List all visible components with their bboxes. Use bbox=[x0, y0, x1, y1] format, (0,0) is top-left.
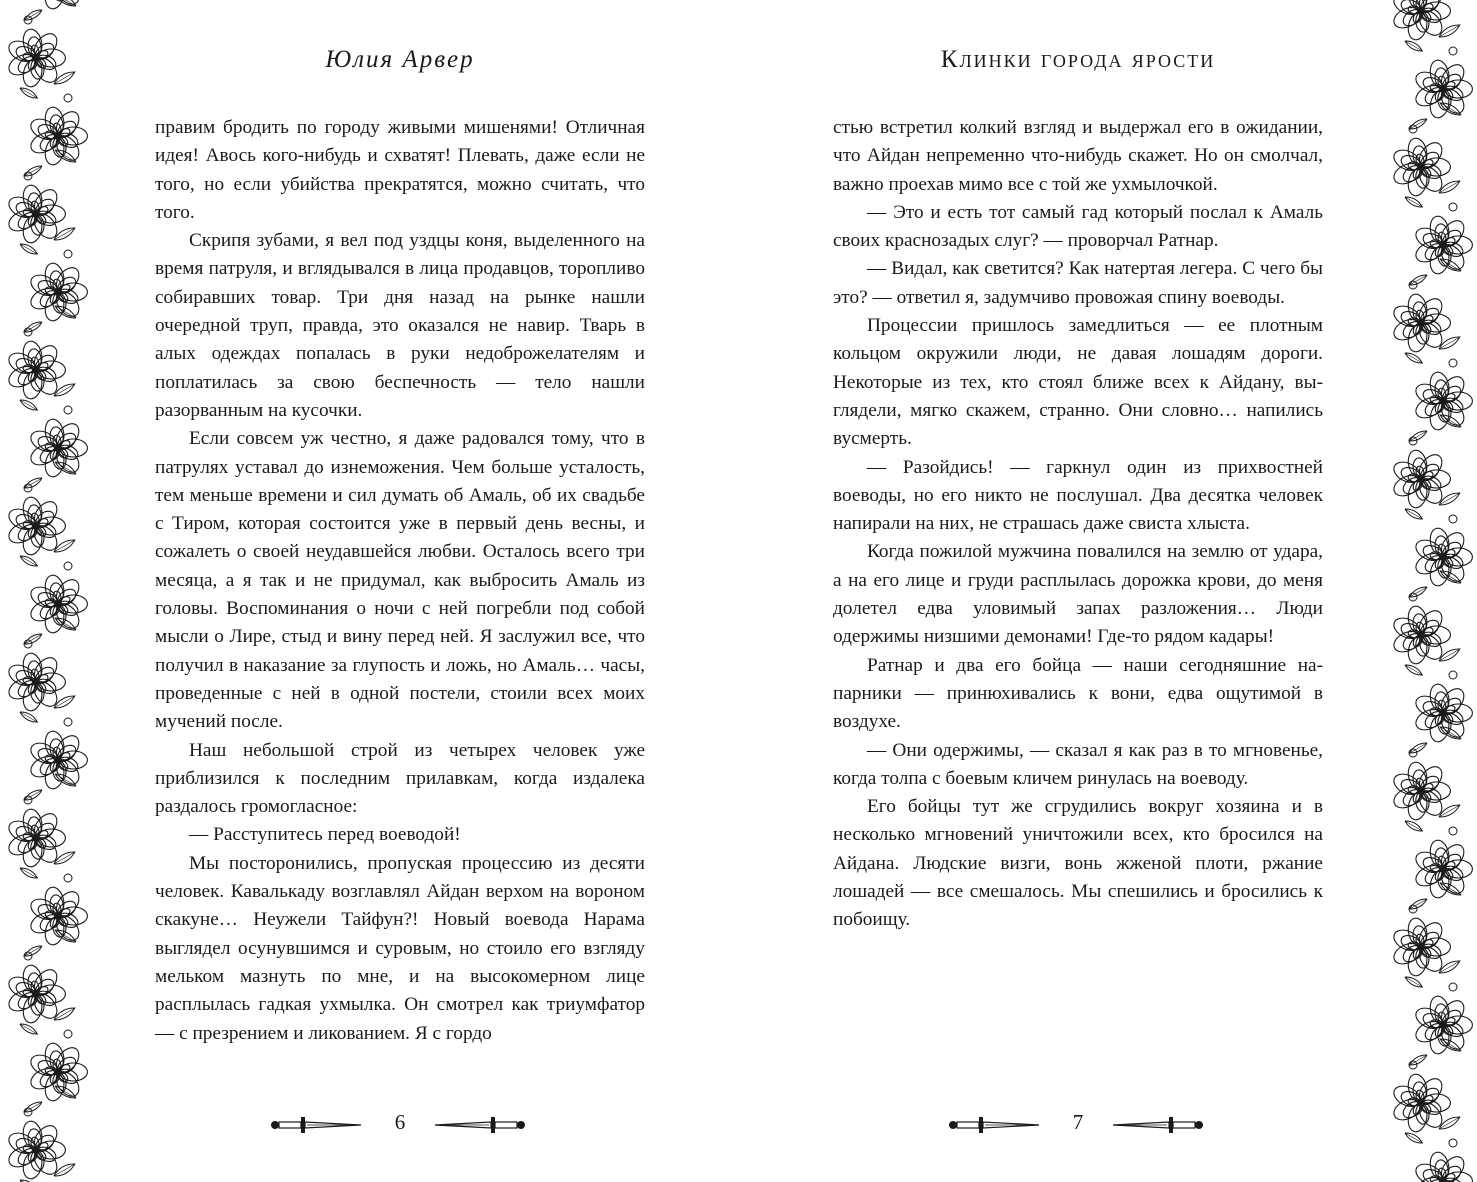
paragraph: Скрипя зубами, я вел под уздцы коня, выделенного на время патруля, и вглядывался в лица продавцов, торопливо собиравших товар. Три дня назад на рынке нашли очередной труп, правда, это оказался не навир. Тварь в алых одеждах попалась в руки недоброжелателям и поплатилась за свою беспечность — тело нашли разорванным на кусочки. bbox=[155, 230, 645, 421]
right-page-body bbox=[833, 114, 1323, 935]
dagger-right-icon bbox=[1111, 1112, 1207, 1138]
right-page bbox=[833, 0, 1323, 1182]
floral-border-left-icon bbox=[0, 0, 92, 1182]
page-number: 6 bbox=[394, 1110, 406, 1134]
page-footer bbox=[833, 1108, 1323, 1140]
paragraph: — Видал, как светится? Как натертая легера. С чего бы это? — ответил я, задумчиво провожая спину воеводы. bbox=[833, 258, 1323, 308]
paragraph: Его бойцы тут же сгрудились вокруг хозяина и в несколько мгновений уничтожили всех, кто бросился на Айдана. Людские визги, вонь жженой плоти, ржание лошадей — все смешалось. Мы спешились и бросились к побоищу. bbox=[833, 796, 1323, 931]
paragraph: — Расступитесь перед воеводой! bbox=[189, 824, 461, 846]
paragraph: стью встретил колкий взгляд и выдержал его в ожидании, что Айдан непременно что-нибудь скажет. Но он смолчал, важно проехав мимо все с той же ухмылочкой. bbox=[833, 117, 1323, 195]
page-footer bbox=[155, 1108, 645, 1140]
paragraph: Если совсем уж честно, я даже радовался тому, что в патрулях уставал до изнеможения. Чем больше усталость, тем меньше времени и сил думать об Амаль, об их свадьбе с Тиром, которая состоится уже в первый день весны, и сожалеть о своей неудавшейся любви. Осталось всего три месяца, а я так и не придумал, как выбросить Амаль из головы. Воспоминания о ночи с ней погребли под собой мысли о Лире, стыд и вину перед ней. Я заслужил все, что получил в наказание за глупость и ложь, но Амаль… часы, проведенные с ней в одной постели, стоили всех моих мучений после. bbox=[155, 428, 645, 733]
paragraph: Наш небольшой строй из четырех человек уже приблизился к последним прилавкам, когда издалека раздалось громогласное: bbox=[155, 739, 645, 818]
paragraph: — Это и есть тот самый гад который послал к Амаль своих краснозадых слуг? — проворчал Ратнар. bbox=[833, 201, 1323, 252]
paragraph: правим бродить по городу живыми мишенями! Отличная идея! Авось кого-нибудь и схватят! Плевать, даже если не того, но если убийства прекратятся, можно считать, что того. bbox=[155, 117, 645, 223]
left-page bbox=[155, 0, 645, 1182]
paragraph: Процессии пришлось замедлиться — ее плотным кольцом окружили люди, не давая лошадям дороги. Некоторые из тех, кто стоял ближе всех к Айдану, выглядели, мягко скажем, странно. Они словно… напились вусмерть. bbox=[833, 315, 1323, 450]
paragraph: — Они одержимы, — сказал я как раз в то мгновенье, когда толпа с боевым кличем ринулась на воеводу. bbox=[833, 739, 1323, 789]
paragraph: — Разойдись! — гаркнул один из прихвостней воеводы, но его никто не послушал. Два десятка человек напирали на них, не страшась даже свиста хлыста. bbox=[833, 456, 1323, 535]
running-header-author: Юлия Арвер bbox=[325, 46, 475, 73]
paragraph: Когда пожилой мужчина повалился на землю от удара, а на его лице и груди расплылась дорожка крови, до меня долетел едва уловимый запах разложения… Люди одержимы низшими демонами! Где-то рядом кадары! bbox=[833, 541, 1323, 648]
dagger-right-icon bbox=[433, 1112, 529, 1138]
page-number: 7 bbox=[1072, 1110, 1084, 1134]
paragraph: Мы посторонились, пропуская процессию из десяти человек. Кавалькаду возглавлял Айдан верхом на вороном скакуне… Неужели Тайфун?! Новый воевода Нарама выглядел осунувшимся и суровым, но стоило его взгляду мельком мазнуть по мне, и на высокомерном лице расплылась гадкая ухмылка. Он смотрел как триумфатор — с презрением и ликованием. Я с гордо bbox=[155, 852, 645, 1044]
running-header-title: Клинки города ярости bbox=[940, 46, 1216, 73]
floral-border-right-icon bbox=[1385, 0, 1477, 1182]
paragraph: Ратнар и два его бойца — наши сегодняшние напарники — принюхивались к вони, едва ощутимой в воздухе. bbox=[833, 654, 1323, 733]
left-page-body bbox=[155, 114, 645, 1048]
